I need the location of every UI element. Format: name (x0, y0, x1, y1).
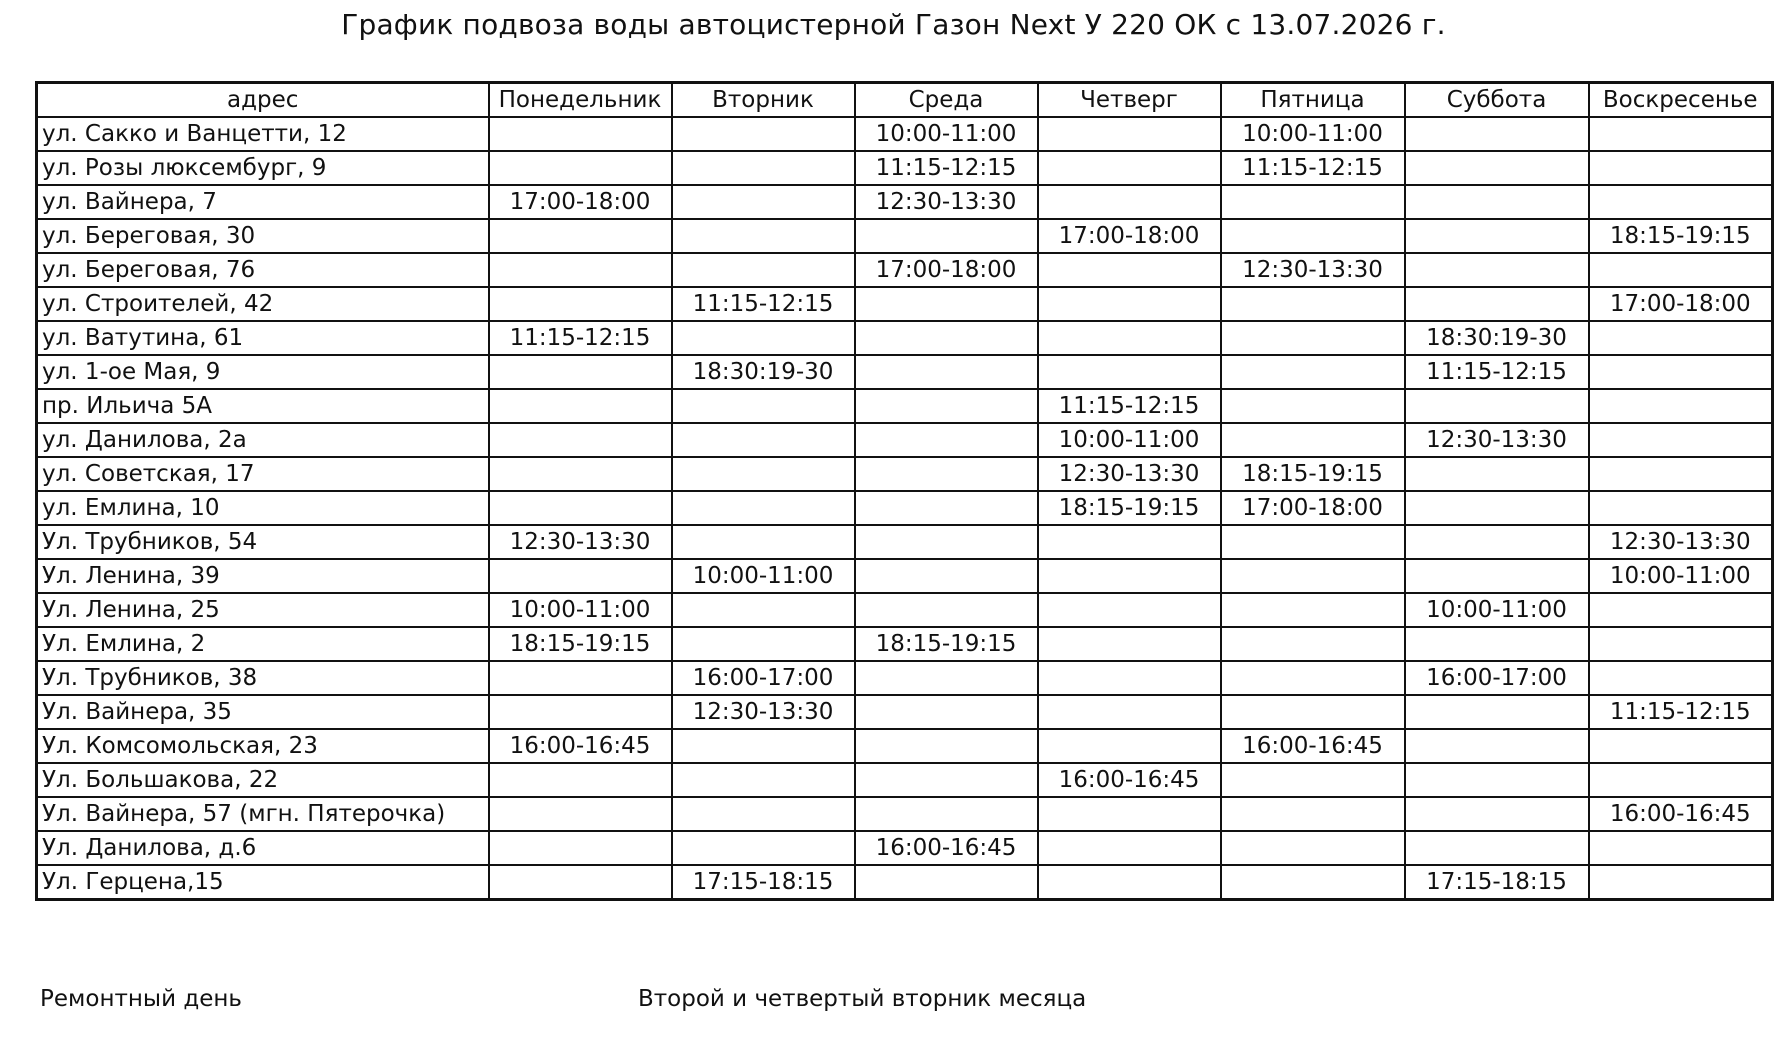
time-cell-friday (1221, 423, 1405, 457)
time-cell-friday (1221, 355, 1405, 389)
time-cell-sunday: 10:00-11:00 (1589, 559, 1773, 593)
time-cell-friday (1221, 593, 1405, 627)
time-cell-thursday: 10:00-11:00 (1038, 423, 1221, 457)
time-cell-saturday: 11:15-12:15 (1405, 355, 1589, 389)
address-cell: Ул. Ленина, 25 (37, 593, 489, 627)
time-cell-wednesday: 12:30-13:30 (855, 185, 1038, 219)
time-cell-monday (489, 457, 672, 491)
time-cell-tuesday (672, 593, 855, 627)
time-cell-wednesday (855, 559, 1038, 593)
time-cell-friday (1221, 695, 1405, 729)
time-cell-friday: 12:30-13:30 (1221, 253, 1405, 287)
time-cell-friday (1221, 627, 1405, 661)
time-cell-wednesday: 11:15-12:15 (855, 151, 1038, 185)
table-row (37, 763, 1773, 797)
time-cell-sunday (1589, 117, 1773, 151)
time-cell-wednesday (855, 525, 1038, 559)
time-cell-sunday (1589, 831, 1773, 865)
time-cell-thursday (1038, 661, 1221, 695)
table-row (37, 219, 1773, 253)
address-cell: пр. Ильича 5А (37, 389, 489, 423)
time-cell-wednesday (855, 763, 1038, 797)
time-cell-saturday: 18:30:19-30 (1405, 321, 1589, 355)
time-cell-sunday: 11:15-12:15 (1589, 695, 1773, 729)
column-header-saturday: Суббота (1405, 83, 1589, 118)
time-cell-thursday (1038, 253, 1221, 287)
time-cell-saturday (1405, 219, 1589, 253)
table-header-row (37, 83, 1773, 118)
time-cell-friday (1221, 389, 1405, 423)
time-cell-thursday (1038, 151, 1221, 185)
table-row (37, 389, 1773, 423)
time-cell-saturday (1405, 831, 1589, 865)
column-header-monday: Понедельник (489, 83, 672, 118)
column-header-friday: Пятница (1221, 83, 1405, 118)
time-cell-wednesday: 10:00-11:00 (855, 117, 1038, 151)
time-cell-sunday (1589, 423, 1773, 457)
time-cell-thursday (1038, 117, 1221, 151)
time-cell-thursday (1038, 729, 1221, 763)
time-cell-wednesday: 17:00-18:00 (855, 253, 1038, 287)
table-row (37, 695, 1773, 729)
table-row (37, 525, 1773, 559)
time-cell-saturday (1405, 729, 1589, 763)
time-cell-sunday (1589, 185, 1773, 219)
time-cell-monday (489, 865, 672, 900)
time-cell-saturday (1405, 287, 1589, 321)
time-cell-saturday (1405, 695, 1589, 729)
time-cell-monday (489, 253, 672, 287)
address-cell: Ул. Герцена,15 (37, 865, 489, 900)
column-header-sunday: Воскресенье (1589, 83, 1773, 118)
time-cell-saturday (1405, 389, 1589, 423)
time-cell-friday (1221, 831, 1405, 865)
time-cell-sunday (1589, 627, 1773, 661)
time-cell-tuesday (672, 831, 855, 865)
table-row (37, 355, 1773, 389)
time-cell-tuesday: 10:00-11:00 (672, 559, 855, 593)
time-cell-saturday (1405, 117, 1589, 151)
table-row (37, 661, 1773, 695)
address-cell: ул. Сакко и Ванцетти, 12 (37, 117, 489, 151)
time-cell-sunday (1589, 763, 1773, 797)
time-cell-friday (1221, 661, 1405, 695)
time-cell-tuesday (672, 117, 855, 151)
time-cell-friday: 11:15-12:15 (1221, 151, 1405, 185)
time-cell-wednesday (855, 287, 1038, 321)
time-cell-sunday (1589, 457, 1773, 491)
time-cell-tuesday: 17:15-18:15 (672, 865, 855, 900)
time-cell-saturday (1405, 151, 1589, 185)
time-cell-sunday: 16:00-16:45 (1589, 797, 1773, 831)
page-title: График подвоза воды автоцистерной Газон Next У 220 ОК с 13.07.2026 г. (341, 8, 1446, 41)
table-body (37, 117, 1773, 900)
time-cell-thursday (1038, 865, 1221, 900)
address-cell: ул. Советская, 17 (37, 457, 489, 491)
time-cell-wednesday (855, 593, 1038, 627)
time-cell-sunday (1589, 661, 1773, 695)
time-cell-thursday: 12:30-13:30 (1038, 457, 1221, 491)
address-cell: Ул. Ленина, 39 (37, 559, 489, 593)
time-cell-friday (1221, 797, 1405, 831)
time-cell-monday: 18:15-19:15 (489, 627, 672, 661)
table-row (37, 491, 1773, 525)
table-row (37, 593, 1773, 627)
time-cell-monday (489, 219, 672, 253)
time-cell-wednesday (855, 491, 1038, 525)
time-cell-monday: 11:15-12:15 (489, 321, 672, 355)
time-cell-thursday: 11:15-12:15 (1038, 389, 1221, 423)
table-row (37, 865, 1773, 900)
time-cell-tuesday (672, 219, 855, 253)
time-cell-saturday: 17:15-18:15 (1405, 865, 1589, 900)
time-cell-monday (489, 797, 672, 831)
address-cell: Ул. Вайнера, 57 (мгн. Пятерочка) (37, 797, 489, 831)
table-row (37, 797, 1773, 831)
time-cell-monday (489, 559, 672, 593)
time-cell-monday (489, 287, 672, 321)
time-cell-monday (489, 151, 672, 185)
time-cell-sunday (1589, 321, 1773, 355)
table-row (37, 185, 1773, 219)
time-cell-friday (1221, 525, 1405, 559)
time-cell-saturday: 10:00-11:00 (1405, 593, 1589, 627)
time-cell-wednesday: 16:00-16:45 (855, 831, 1038, 865)
time-cell-saturday (1405, 185, 1589, 219)
time-cell-sunday: 17:00-18:00 (1589, 287, 1773, 321)
time-cell-tuesday (672, 491, 855, 525)
table-row (37, 831, 1773, 865)
table-row (37, 117, 1773, 151)
time-cell-sunday (1589, 491, 1773, 525)
time-cell-tuesday (672, 253, 855, 287)
table-row (37, 287, 1773, 321)
time-cell-friday (1221, 287, 1405, 321)
time-cell-wednesday (855, 219, 1038, 253)
time-cell-saturday (1405, 763, 1589, 797)
time-cell-monday (489, 661, 672, 695)
time-cell-tuesday (672, 151, 855, 185)
time-cell-wednesday (855, 321, 1038, 355)
time-cell-friday: 16:00-16:45 (1221, 729, 1405, 763)
time-cell-friday (1221, 865, 1405, 900)
table-row (37, 151, 1773, 185)
address-cell: Ул. Трубников, 54 (37, 525, 489, 559)
time-cell-wednesday (855, 661, 1038, 695)
time-cell-wednesday: 18:15-19:15 (855, 627, 1038, 661)
time-cell-tuesday (672, 389, 855, 423)
time-cell-sunday: 18:15-19:15 (1589, 219, 1773, 253)
time-cell-friday (1221, 763, 1405, 797)
time-cell-wednesday (855, 797, 1038, 831)
time-cell-wednesday (855, 865, 1038, 900)
time-cell-monday: 10:00-11:00 (489, 593, 672, 627)
time-cell-saturday (1405, 627, 1589, 661)
time-cell-friday: 10:00-11:00 (1221, 117, 1405, 151)
time-cell-sunday (1589, 389, 1773, 423)
address-cell: ул. Береговая, 30 (37, 219, 489, 253)
time-cell-saturday (1405, 491, 1589, 525)
time-cell-thursday (1038, 185, 1221, 219)
address-cell: ул. Данилова, 2а (37, 423, 489, 457)
time-cell-tuesday (672, 457, 855, 491)
address-cell: ул. Строителей, 42 (37, 287, 489, 321)
table-row (37, 627, 1773, 661)
time-cell-tuesday (672, 321, 855, 355)
time-cell-monday: 17:00-18:00 (489, 185, 672, 219)
table-row (37, 457, 1773, 491)
table-row (37, 253, 1773, 287)
time-cell-monday: 12:30-13:30 (489, 525, 672, 559)
address-cell: Ул. Емлина, 2 (37, 627, 489, 661)
address-cell: ул. Розы люксембург, 9 (37, 151, 489, 185)
time-cell-thursday (1038, 627, 1221, 661)
time-cell-sunday (1589, 151, 1773, 185)
table-row (37, 423, 1773, 457)
address-cell: Ул. Трубников, 38 (37, 661, 489, 695)
address-cell: Ул. Комсомольская, 23 (37, 729, 489, 763)
time-cell-sunday: 12:30-13:30 (1589, 525, 1773, 559)
address-cell: ул. Ватутина, 61 (37, 321, 489, 355)
address-cell: Ул. Большакова, 22 (37, 763, 489, 797)
time-cell-thursday (1038, 559, 1221, 593)
time-cell-wednesday (855, 355, 1038, 389)
column-header-wednesday: Среда (855, 83, 1038, 118)
time-cell-thursday: 18:15-19:15 (1038, 491, 1221, 525)
time-cell-tuesday (672, 627, 855, 661)
time-cell-monday (489, 389, 672, 423)
time-cell-tuesday (672, 729, 855, 763)
address-cell: ул. Емлина, 10 (37, 491, 489, 525)
time-cell-saturday: 12:30-13:30 (1405, 423, 1589, 457)
time-cell-friday (1221, 321, 1405, 355)
time-cell-saturday (1405, 525, 1589, 559)
time-cell-thursday (1038, 831, 1221, 865)
address-cell: ул. Береговая, 76 (37, 253, 489, 287)
time-cell-tuesday (672, 423, 855, 457)
column-header-tuesday: Вторник (672, 83, 855, 118)
repair-day-value: Второй и четвертый вторник месяца (638, 986, 1087, 1012)
table-row (37, 729, 1773, 763)
time-cell-thursday (1038, 355, 1221, 389)
time-cell-monday (489, 763, 672, 797)
repair-day-label: Ремонтный день (40, 986, 242, 1012)
time-cell-monday (489, 831, 672, 865)
time-cell-friday (1221, 185, 1405, 219)
table-row (37, 559, 1773, 593)
column-header-address: адрес (37, 83, 489, 118)
time-cell-tuesday: 16:00-17:00 (672, 661, 855, 695)
time-cell-wednesday (855, 695, 1038, 729)
time-cell-thursday: 16:00-16:45 (1038, 763, 1221, 797)
address-cell: ул. Вайнера, 7 (37, 185, 489, 219)
time-cell-wednesday (855, 423, 1038, 457)
time-cell-tuesday (672, 525, 855, 559)
table-row (37, 321, 1773, 355)
time-cell-tuesday (672, 763, 855, 797)
time-cell-saturday (1405, 797, 1589, 831)
time-cell-monday (489, 491, 672, 525)
address-cell: Ул. Данилова, д.6 (37, 831, 489, 865)
time-cell-tuesday (672, 185, 855, 219)
time-cell-wednesday (855, 729, 1038, 763)
time-cell-thursday (1038, 287, 1221, 321)
time-cell-monday (489, 117, 672, 151)
time-cell-tuesday (672, 797, 855, 831)
time-cell-saturday (1405, 253, 1589, 287)
time-cell-thursday (1038, 695, 1221, 729)
time-cell-friday: 17:00-18:00 (1221, 491, 1405, 525)
time-cell-saturday (1405, 457, 1589, 491)
time-cell-sunday (1589, 355, 1773, 389)
time-cell-thursday: 17:00-18:00 (1038, 219, 1221, 253)
time-cell-sunday (1589, 593, 1773, 627)
time-cell-monday: 16:00-16:45 (489, 729, 672, 763)
time-cell-tuesday: 12:30-13:30 (672, 695, 855, 729)
address-cell: ул. 1-ое Мая, 9 (37, 355, 489, 389)
time-cell-thursday (1038, 321, 1221, 355)
time-cell-wednesday (855, 457, 1038, 491)
time-cell-saturday: 16:00-17:00 (1405, 661, 1589, 695)
time-cell-monday (489, 355, 672, 389)
time-cell-thursday (1038, 593, 1221, 627)
time-cell-monday (489, 695, 672, 729)
time-cell-tuesday: 18:30:19-30 (672, 355, 855, 389)
time-cell-saturday (1405, 559, 1589, 593)
time-cell-sunday (1589, 253, 1773, 287)
column-header-thursday: Четверг (1038, 83, 1221, 118)
time-cell-sunday (1589, 729, 1773, 763)
time-cell-friday: 18:15-19:15 (1221, 457, 1405, 491)
time-cell-friday (1221, 219, 1405, 253)
time-cell-wednesday (855, 389, 1038, 423)
time-cell-thursday (1038, 797, 1221, 831)
time-cell-sunday (1589, 865, 1773, 900)
time-cell-thursday (1038, 525, 1221, 559)
time-cell-monday (489, 423, 672, 457)
address-cell: Ул. Вайнера, 35 (37, 695, 489, 729)
time-cell-friday (1221, 559, 1405, 593)
water-delivery-schedule-table (35, 81, 1774, 901)
time-cell-tuesday: 11:15-12:15 (672, 287, 855, 321)
